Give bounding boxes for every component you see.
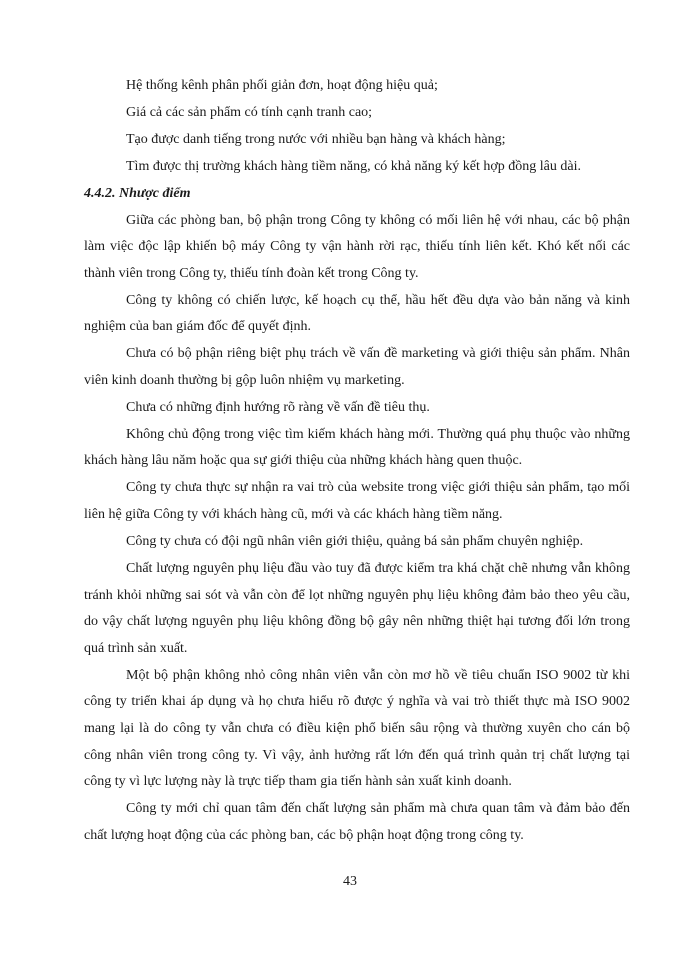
intro-item: Tìm được thị trường khách hàng tiềm năng, có khả năng ký kết hợp đồng lâu dài. <box>126 158 581 174</box>
paragraph: Chưa có bộ phận riêng biệt phụ trách về vấn đề marketing và giới thiệu sản phẩm. Nhân viên kinh doanh thường bị gộp luôn nhiệm vụ marketing. <box>84 346 630 388</box>
section-heading: 4.4.2. Nhược điểm <box>84 185 191 201</box>
page-content <box>84 73 630 850</box>
intro-item: Tạo được danh tiếng trong nước với nhiều bạn hàng và khách hàng; <box>126 131 506 147</box>
paragraph: Chất lượng nguyên phụ liệu đầu vào tuy đã được kiểm tra khá chặt chẽ nhưng vẫn không tránh khỏi những sai sót và vẫn còn để lọt những nguyên phụ liệu không đảm bảo theo yêu cầu, do vậy chất lượng nguyên phụ liệu không đồng bộ gây nên những thiệt hại tương đối lớn trong quá trình sản xuất. <box>84 560 630 656</box>
paragraph: Giữa các phòng ban, bộ phận trong Công ty không có mối liên hệ với nhau, các bộ phận làm việc độc lập khiến bộ máy Công ty vận hành rời rạc, thiếu tính liên kết. Khó kết nối các thành viên trong Công ty, thiếu tính đoàn kết trong Công ty. <box>84 212 630 281</box>
page-number: 43 <box>343 874 357 889</box>
intro-item: Giá cả các sản phẩm có tính cạnh tranh cao; <box>126 104 373 120</box>
paragraph: Không chủ động trong việc tìm kiếm khách hàng mới. Thường quá phụ thuộc vào những khách hàng lâu năm hoặc qua sự giới thiệu của những khách hàng quen thuộc. <box>84 426 630 469</box>
paragraph: Công ty chưa thực sự nhận ra vai trò của website trong việc giới thiệu sản phẩm, tạo mối liên hệ giữa Công ty với khách hàng cũ, mới và các khách hàng tiềm năng. <box>84 480 630 523</box>
paragraph: Công ty không có chiến lược, kế hoạch cụ thể, hầu hết đều dựa vào bản năng và kinh nghiệm của ban giám đốc để quyết định. <box>84 292 630 335</box>
paragraph: Công ty chưa có đội ngũ nhân viên giới thiệu, quảng bá sản phẩm chuyên nghiệp. <box>126 534 584 549</box>
paragraph: Công ty mới chỉ quan tâm đến chất lượng sản phẩm mà chưa quan tâm và đảm bảo đến chất lượng hoạt động của các phòng ban, các bộ phận hoạt động trong công ty. <box>84 801 630 843</box>
intro-item: Hệ thống kênh phân phối giản đơn, hoạt động hiệu quả; <box>126 78 438 93</box>
paragraph: Một bộ phận không nhỏ công nhân viên vẫn còn mơ hồ về tiêu chuẩn ISO 9002 từ khi công ty triển khai áp dụng và họ chưa hiểu rõ được ý nghĩa và vai trò thiết thực mà ISO 9002 mang lại là do công ty vẫn chưa có điều kiện phổ biến sâu rộng và thường xuyên cho cán bộ công nhân viên trong công ty. Vì vậy, ảnh hưởng rất lớn đến quá trình quản trị chất lượng tại công ty vì lực lượng này là trực tiếp tham gia tiến hành sản xuất kinh doanh. <box>84 667 630 790</box>
paragraph: Chưa có những định hướng rõ ràng về vấn đề tiêu thụ. <box>126 399 430 415</box>
